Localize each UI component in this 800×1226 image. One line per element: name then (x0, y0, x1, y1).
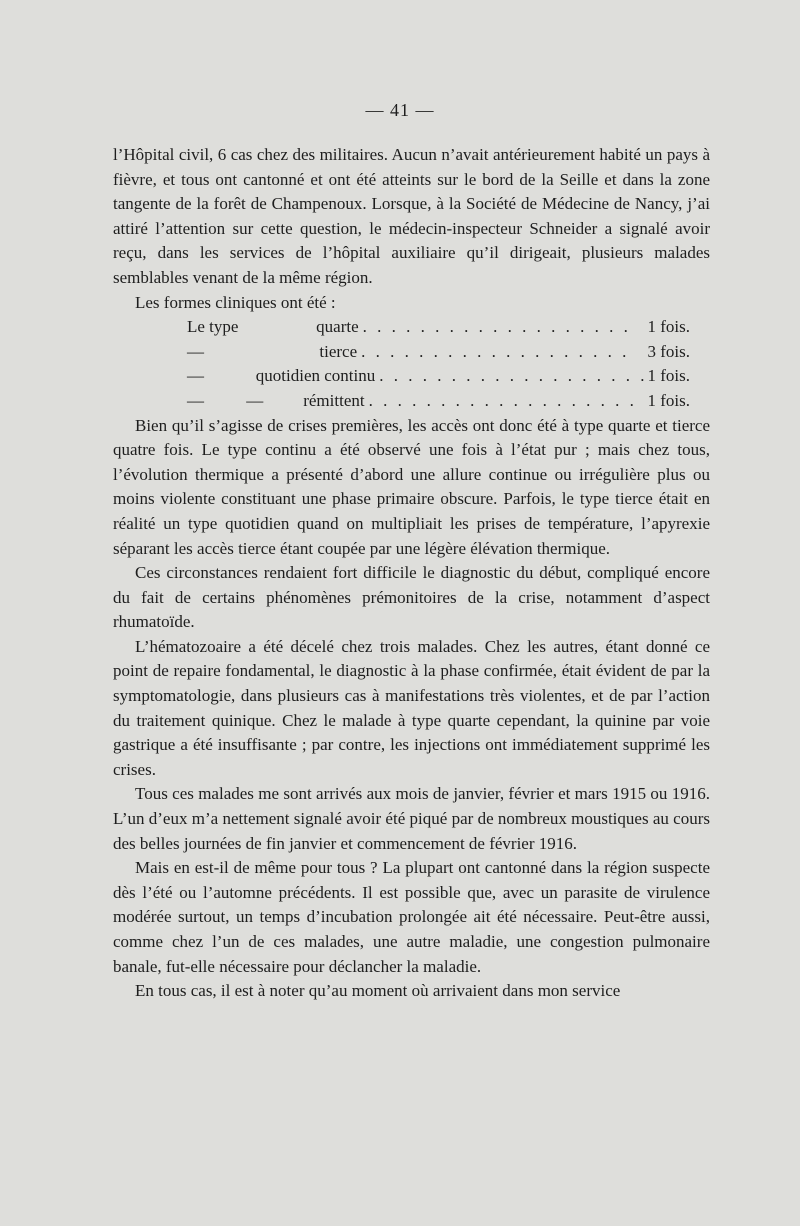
row-count: 1 fois. (647, 366, 690, 386)
table-row (187, 340, 710, 365)
paragraph-7: Mais en est-il de même pour tous ? La plupart ont cantonné dans la région suspecte dès l’été ou l’automne précédents. Il est possible que, avec un parasite de virulence modérée surtout, un temps d’incubation prolongée ait été nécessaire. Peut-être aussi, comme chez l’un de ces malades, une autre maladie, une congestion pulmonaire banale, fut-elle nécessaire pour déclancher la maladie. (113, 858, 710, 976)
row-prefix: — (187, 341, 204, 361)
clinical-forms-table (113, 315, 710, 413)
row-leader-dots: . . . . . . . . . . . . . . . . . . . (368, 390, 637, 410)
table-row (187, 364, 710, 389)
row-leader-dots: . . . . . . . . . . . . . . . . . . . (361, 341, 630, 361)
paragraph-1: l’Hôpital civil, 6 cas chez des militaires. Aucun n’avait antérieurement habité un pays à fièvre, et tous ont cantonné et ont été atteints sur le bord de la Seille et dans la zone tangente de la forêt de Champenoux. Lorsque, à la Société de Médecine de Nancy, j’ai attiré l’attention sur cette question, le médecin-inspecteur Schneider a signalé avoir reçu, dans les services de l’hôpital auxiliaire qu’il dirigeait, plusieurs malades semblables venant de la même région. (113, 145, 710, 287)
paragraph-8: En tous cas, il est à noter qu’au moment où arrivaient dans mon service (135, 981, 621, 1001)
row-label: quotidien continu (255, 366, 376, 386)
paragraph-2: Les formes cliniques ont été : (135, 292, 336, 312)
row-leader-dots: . . . . . . . . . . . . . . . . . . . (362, 317, 631, 337)
paragraph-6: Tous ces malades me sont arrivés aux mois de janvier, février et mars 1915 ou 1916. L’un d’eux m’a nettement signalé avoir été piqué par de nombreux moustiques au cours des belles journées de fin janvier et commencement de février 1916. (113, 784, 710, 853)
row-count: 3 fois. (647, 341, 690, 361)
table-row (187, 315, 710, 340)
paragraph-3: Bien qu’il s’agisse de crises premières, les accès ont donc été à type quarte et tierce quatre fois. Le type continu a été observé une fois à l’état pur ; mais chez tous, l’évolution thermique a présenté d’abord une allure continue ou irrégulière plus ou moins violente constituant une phase primaire obscure. Parfois, le type tierce était en réalité un type quotidien quand on multipliait les prises de température, l’apyrexie séparant les accès tierce étant coupée par une légère élévation thermique. (113, 415, 710, 558)
row-count: 1 fois. (647, 317, 690, 337)
page-number: — 41 — (365, 100, 435, 120)
row-count: 1 fois. (647, 390, 691, 410)
row-label: tierce (319, 341, 358, 361)
row-ditto: — (246, 390, 264, 410)
row-label: rémittent (303, 390, 365, 410)
body-text (113, 143, 710, 1004)
row-prefix: — (187, 366, 204, 386)
row-label: quarte (316, 317, 359, 337)
paragraph-4: Ces circonstances rendaient fort difficile le diagnostic du début, compliqué encore du fait de certains phénomènes prémonitoires de la crise, notamment d’aspect rhumatoïde. (113, 563, 710, 632)
row-prefix: Le type (187, 317, 239, 337)
paragraph-5: L’hématozoaire a été décelé chez trois malades. Chez les autres, étant donné ce point de repaire fondamental, le diagnostic à la phase confirmée, était évident de par la symptomatologie, dans plusieurs cas à manifestations très violentes, et de par l’action du traitement quinique. Chez le malade à type quarte cependant, la quinine par voie gastrique a été insuffisante ; par contre, les injections ont immédiatement supprimé les crises. (113, 636, 710, 779)
row-leader-dots: . . . . . . . . . . . . . . . . . . . (379, 366, 648, 386)
row-prefix: — (187, 390, 204, 410)
table-row (187, 389, 710, 414)
